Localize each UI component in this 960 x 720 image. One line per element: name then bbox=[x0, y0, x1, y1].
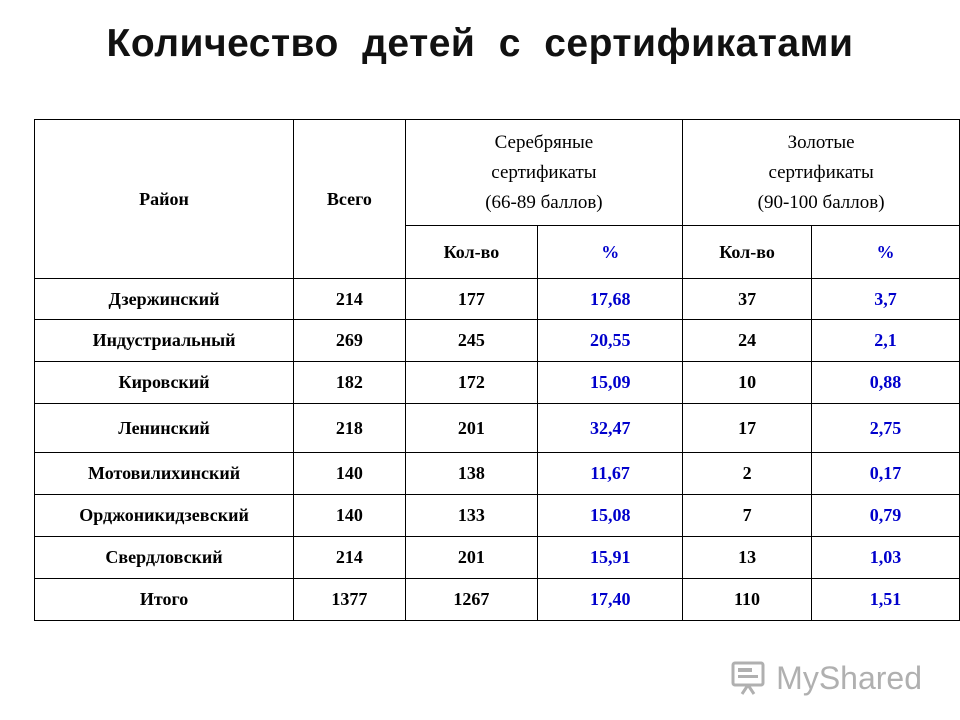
table-header-row bbox=[35, 120, 960, 226]
page-title: Количество детей с сертификатами bbox=[106, 22, 854, 65]
header-gold-qty: Кол-во bbox=[683, 226, 812, 279]
watermark-text: MyShared bbox=[776, 659, 922, 696]
certificates-table bbox=[34, 119, 960, 621]
header-silver-qty: Кол-во bbox=[405, 226, 538, 279]
watermark-logo bbox=[730, 658, 922, 698]
table-row: Мотовилихинский 140 138 11,67 2 0,17 bbox=[35, 453, 960, 495]
header-district: Район bbox=[35, 120, 294, 279]
header-silver: Серебряные сертификаты (66-89 баллов) bbox=[405, 120, 683, 226]
header-gold: Золотые сертификаты (90-100 баллов) bbox=[683, 120, 960, 226]
table-row: Кировский 182 172 15,09 10 0,88 bbox=[35, 362, 960, 404]
presentation-board-icon bbox=[730, 660, 770, 696]
table-row: Орджоникидзевский 140 133 15,08 7 0,79 bbox=[35, 495, 960, 537]
header-silver-pct: % bbox=[538, 226, 683, 279]
table-total-row: Итого 1377 1267 17,40 110 1,51 bbox=[35, 579, 960, 621]
header-gold-pct: % bbox=[811, 226, 959, 279]
table-row: Индустриальный 269 245 20,55 24 2,1 bbox=[35, 320, 960, 362]
header-total: Всего bbox=[294, 120, 406, 279]
table-row: Свердловский 214 201 15,91 13 1,03 bbox=[35, 537, 960, 579]
table-row: Дзержинский 214 177 17,68 37 3,7 bbox=[35, 279, 960, 320]
table-row: Ленинский 218 201 32,47 17 2,75 bbox=[35, 404, 960, 453]
